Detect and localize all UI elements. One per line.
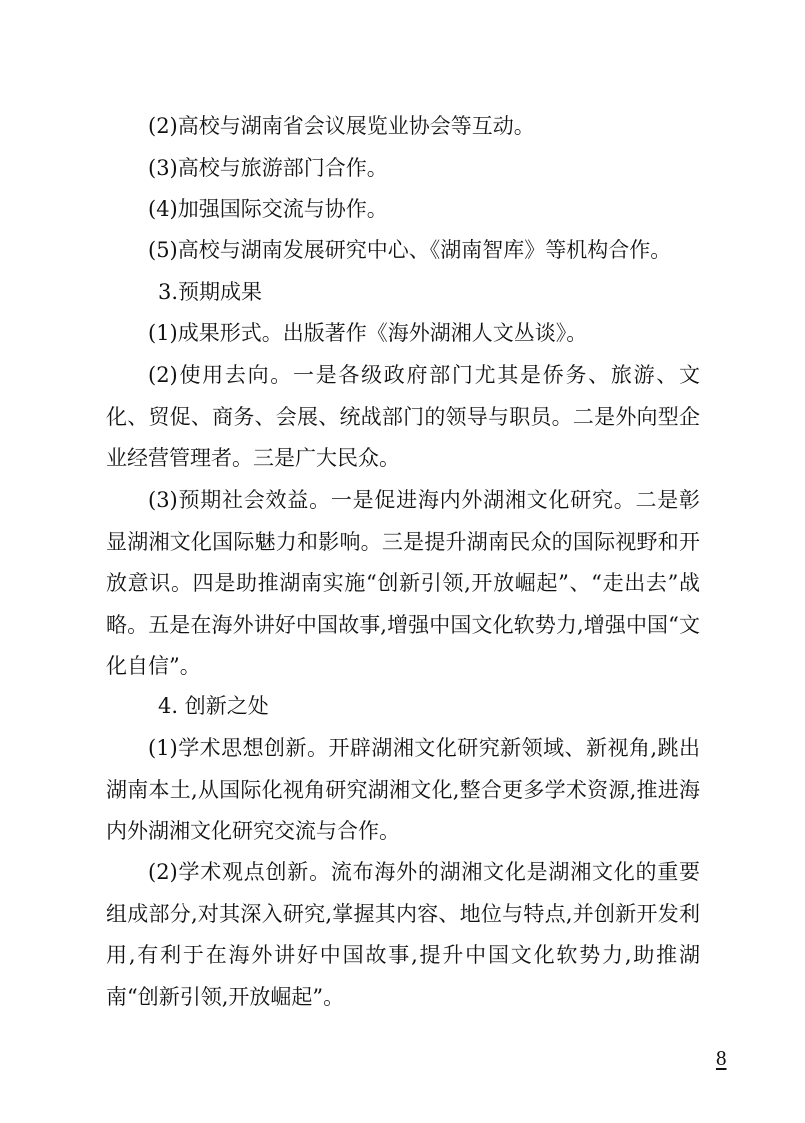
section-heading-expected-results: 3.预期成果 xyxy=(158,280,263,304)
paragraph-cooperation-2: (2)高校与湖南省会议展览业协会等互动。 xyxy=(148,114,535,138)
paragraph-cooperation-4: (4)加强国际交流与协作。 xyxy=(148,197,388,221)
paragraph-cooperation-5: (5)高校与湖南发展研究中心、《湖南智库》等机构合作。 xyxy=(148,238,672,262)
section-heading-innovation: 4. 创新之处 xyxy=(158,694,269,718)
paragraph-cooperation-3: (3)高校与旅游部门合作。 xyxy=(148,156,388,180)
paragraph-academic-viewpoint-innovation: (2)学术观点创新。流布海外的湖湘文化是湖湘文化的重要组成部分,对其深入研究,掌握其内容、地位与特点,并创新开发利用,有利于在海外讲好中国故事,提升中国文化软势力,助推湖南“创新引领,开放崛起”。 xyxy=(106,860,700,1009)
paragraph-result-form: (1)成果形式。出版著作《海外湖湘人文丛谈》。 xyxy=(148,321,588,345)
page-number: 8 xyxy=(716,1046,727,1070)
paragraph-social-benefits: (3)预期社会效益。一是促进海内外湖湘文化研究。二是彰显湖湘文化国际魅力和影响。三是提升湖南民众的国际视野和开放意识。四是助推湖南实施“创新引领,开放崛起”、“走出去”战略。五是在海外讲好中国故事,增强中国文化软势力,增强中国“文化自信”。 xyxy=(106,488,700,678)
paragraph-academic-thought-innovation: (1)学术思想创新。开辟湖湘文化研究新领域、新视角,跳出湖南本土,从国际化视角研究湖湘文化,整合更多学术资源,推进海内外湖湘文化研究交流与合作。 xyxy=(106,736,700,843)
paragraph-usage-direction: (2)使用去向。一是各级政府部门尤其是侨务、旅游、文化、贸促、商务、会展、统战部门的领导与职员。二是外向型企业经营管理者。三是广大民众。 xyxy=(106,363,700,470)
